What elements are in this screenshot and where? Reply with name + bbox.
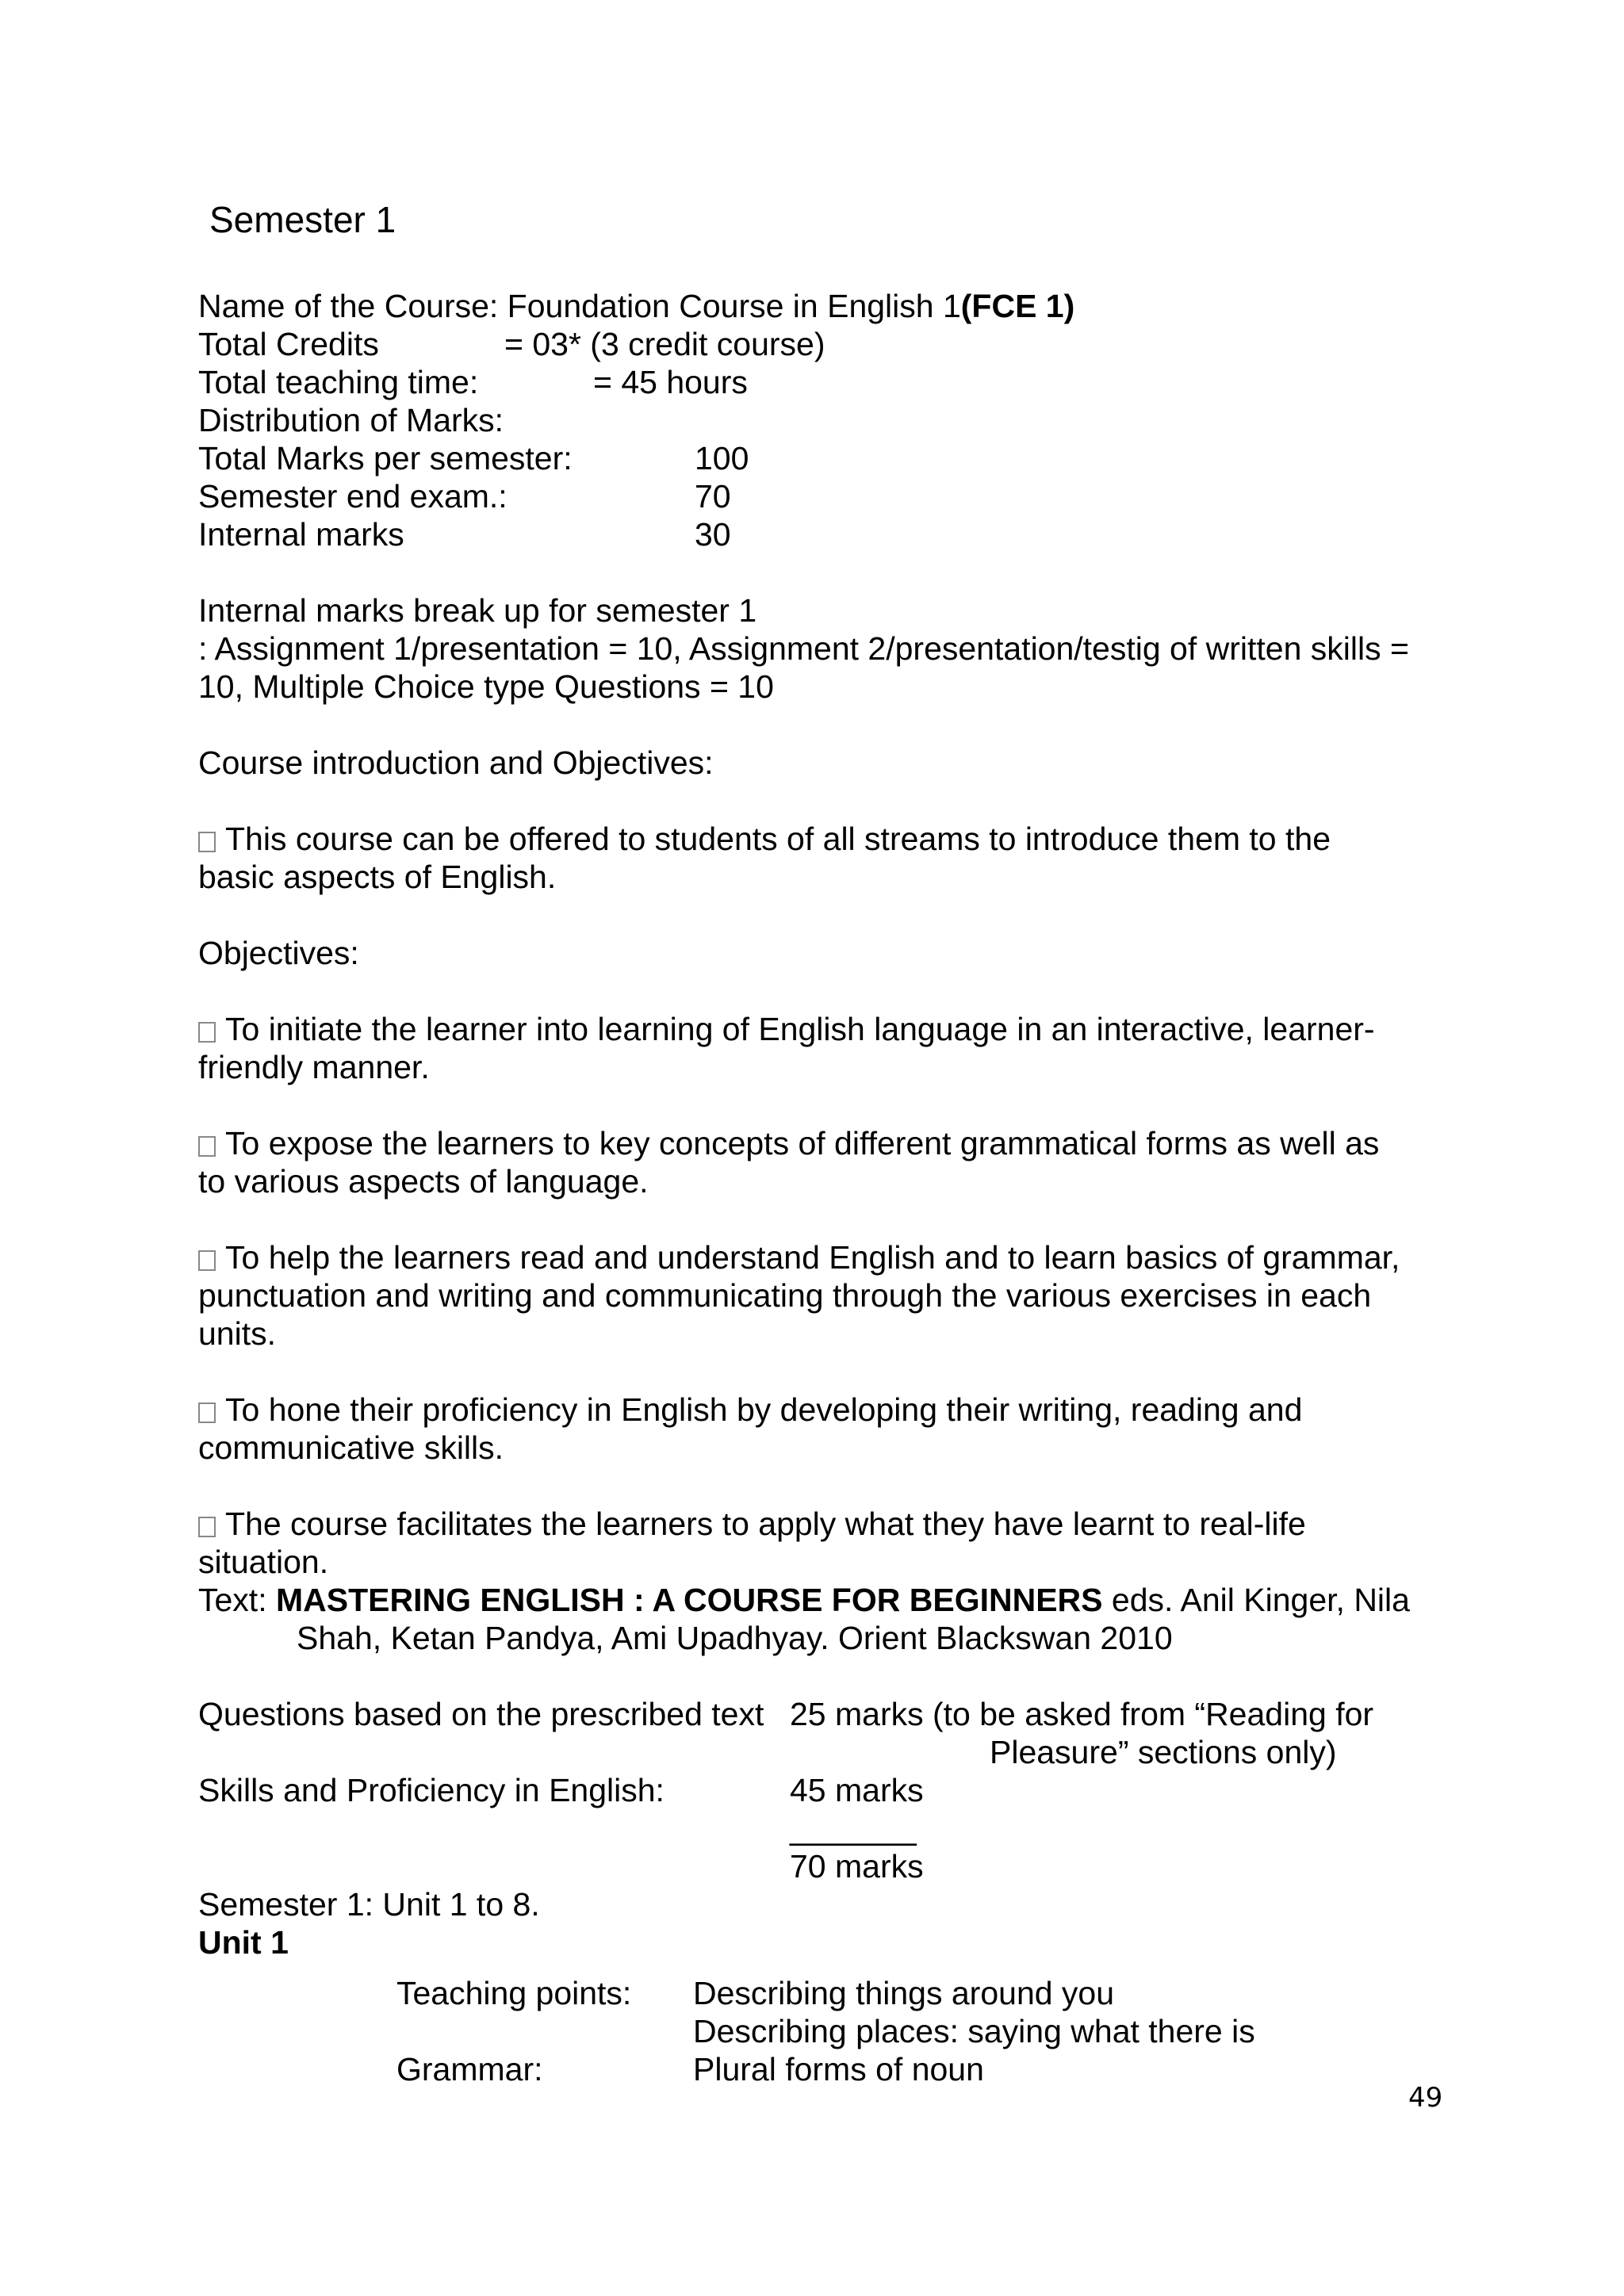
course-name bbox=[198, 287, 1074, 325]
bullet-box-icon bbox=[198, 1136, 216, 1157]
teaching-time-label: Total teaching time: bbox=[198, 364, 479, 400]
questions-value: 25 marks (to be asked from “Reading for bbox=[790, 1696, 1374, 1732]
objective-item-cont: communicative skills. bbox=[198, 1429, 504, 1466]
intro-bullet-cont: basic aspects of English. bbox=[198, 859, 557, 895]
questions-value-cont: Pleasure” sections only) bbox=[990, 1734, 1337, 1770]
teaching-point: Describing things around you bbox=[693, 1975, 1115, 2011]
objective-item-cont: to various aspects of language. bbox=[198, 1163, 649, 1200]
internal-breakup-heading: Internal marks break up for semester 1 bbox=[198, 592, 757, 629]
course-name-text: Name of the Course: Foundation Course in English 1 bbox=[198, 288, 961, 324]
teaching-point: Describing places: saying what there is bbox=[693, 2013, 1255, 2049]
objective-item: To hone their proficiency in English by developing their writing, reading and bbox=[198, 1391, 1302, 1429]
grammar-label: Grammar: bbox=[396, 2051, 543, 2087]
grammar-point: Plural forms of noun bbox=[693, 2051, 984, 2087]
marks-value: 30 bbox=[695, 516, 731, 553]
objective-item-cont: friendly manner. bbox=[198, 1049, 430, 1085]
unit-heading: Unit 1 bbox=[198, 1924, 289, 1961]
skills-value: 45 marks bbox=[790, 1772, 924, 1808]
objective-item: To initiate the learner into learning of English language in an interactive, learner- bbox=[198, 1010, 1375, 1048]
intro-bullet: This course can be offered to students of all streams to introduce them to the bbox=[198, 820, 1331, 858]
text-reference-cont: Shah, Ketan Pandya, Ami Upadhyay. Orient Blackswan 2010 bbox=[297, 1620, 1173, 1656]
objective-item-cont: units. bbox=[198, 1315, 276, 1352]
marks-label: Internal marks bbox=[198, 516, 404, 553]
objective-item-cont: punctuation and writing and communicating through the various exercises in each bbox=[198, 1277, 1372, 1314]
questions-label: Questions based on the prescribed text bbox=[198, 1696, 764, 1732]
teaching-time-value: = 45 hours bbox=[593, 364, 748, 400]
marks-value: 100 bbox=[695, 440, 749, 476]
semester-title: Semester 1 bbox=[209, 199, 396, 240]
course-code: (FCE 1) bbox=[960, 288, 1075, 324]
bullet-box-icon bbox=[198, 1517, 216, 1537]
objective-item: The course facilitates the learners to apply what they have learnt to real-life bbox=[198, 1505, 1306, 1543]
marks-label: Total Marks per semester: bbox=[198, 440, 573, 476]
bullet-box-icon bbox=[198, 832, 216, 852]
internal-breakup-line: 10, Multiple Choice type Questions = 10 bbox=[198, 668, 774, 705]
objective-item: To help the learners read and understand English and to learn basics of grammar, bbox=[198, 1238, 1400, 1276]
credits-value: = 03* (3 credit course) bbox=[504, 326, 825, 362]
objective-item-cont: situation. bbox=[198, 1544, 329, 1580]
objectives-heading: Objectives: bbox=[198, 935, 359, 971]
marks-value: 70 bbox=[695, 478, 731, 515]
internal-breakup-line: : Assignment 1/presentation = 10, Assignment 2/presentation/testig of written skills = bbox=[198, 630, 1409, 667]
page-number: 49 bbox=[1408, 2082, 1443, 2114]
distribution-label: Distribution of Marks: bbox=[198, 402, 504, 438]
total-marks: 70 marks bbox=[790, 1848, 924, 1885]
bullet-box-icon bbox=[198, 1402, 216, 1423]
intro-heading: Course introduction and Objectives: bbox=[198, 744, 714, 781]
total-rule: _______ bbox=[790, 1810, 917, 1846]
book-title: MASTERING ENGLISH : A COURSE FOR BEGINNERS bbox=[275, 1582, 1103, 1618]
credits-label: Total Credits bbox=[198, 326, 379, 362]
bullet-box-icon bbox=[198, 1250, 216, 1271]
units-line: Semester 1: Unit 1 to 8. bbox=[198, 1886, 540, 1923]
bullet-box-icon bbox=[198, 1022, 216, 1043]
teaching-points-label: Teaching points: bbox=[396, 1975, 632, 2011]
text-reference: Text: MASTERING ENGLISH : A COURSE FOR BEGINNERS eds. Anil Kinger, Nila bbox=[198, 1582, 1410, 1618]
skills-label: Skills and Proficiency in English: bbox=[198, 1772, 665, 1808]
marks-label: Semester end exam.: bbox=[198, 478, 508, 515]
objective-item: To expose the learners to key concepts of different grammatical forms as well as bbox=[198, 1124, 1379, 1162]
